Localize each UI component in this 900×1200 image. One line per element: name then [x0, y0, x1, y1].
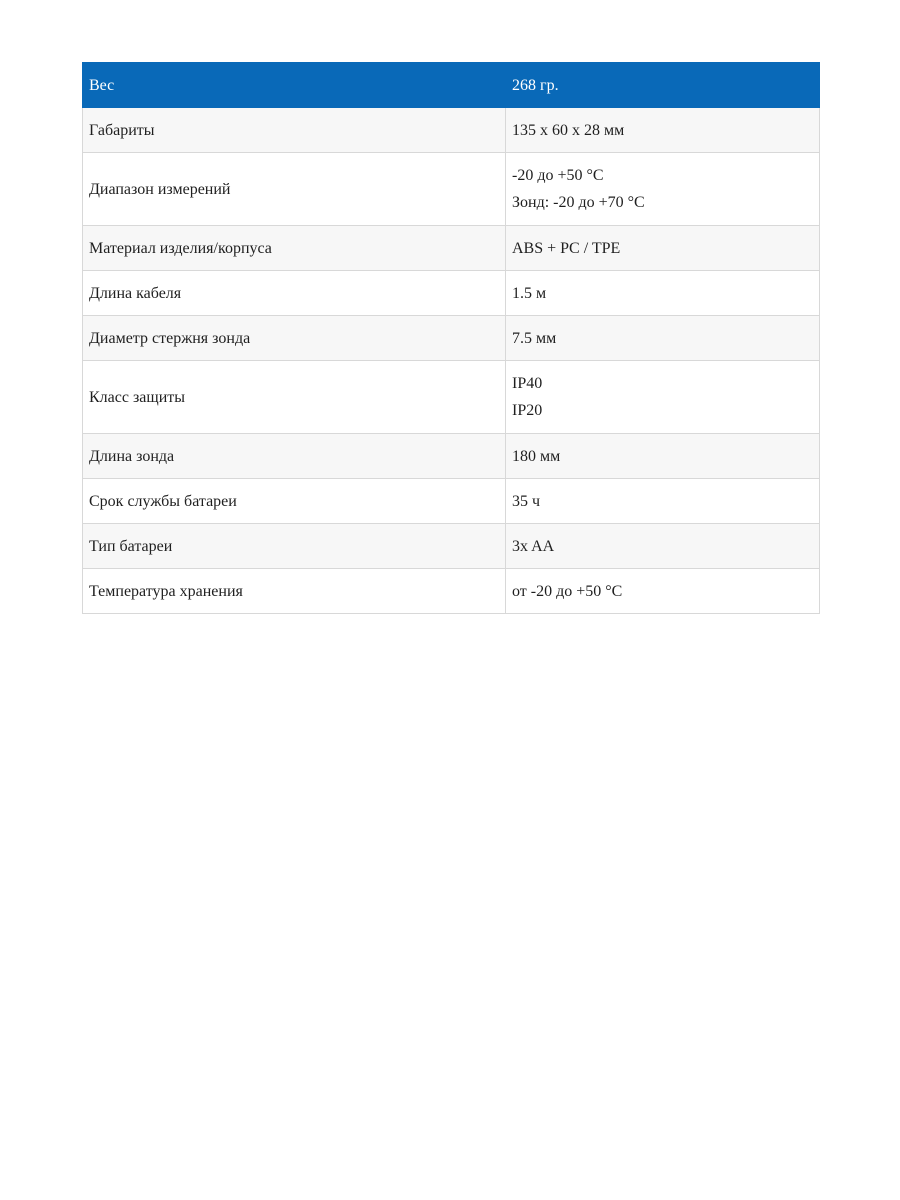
table-row [83, 226, 820, 271]
table-row [83, 479, 820, 524]
spec-label: Длина зонда [83, 434, 506, 479]
spec-value-line: IP40 [512, 375, 543, 392]
spec-value [506, 271, 820, 316]
spec-value-line: 3x AA [512, 537, 555, 555]
table-row [83, 316, 820, 361]
table-row [83, 569, 820, 614]
table-row [83, 434, 820, 479]
specifications-table [82, 62, 820, 614]
spec-value [506, 434, 820, 479]
spec-label: Материал изделия/корпуса [83, 226, 506, 271]
spec-value-line: 7.5 мм [512, 329, 557, 347]
table-header-row [83, 63, 820, 108]
table-row [83, 153, 820, 226]
table-row [83, 361, 820, 434]
spec-value [506, 108, 820, 153]
spec-value [506, 226, 820, 271]
spec-value-line: 180 мм [512, 447, 561, 465]
spec-label: Длина кабеля [83, 271, 506, 316]
spec-label: Срок службы батареи [83, 479, 506, 524]
table-row [83, 108, 820, 153]
spec-value [506, 569, 820, 614]
spec-label: Тип батареи [83, 524, 506, 569]
spec-value-line: 268 гр. [512, 76, 559, 94]
spec-value-line: от -20 до +50 °C [512, 582, 623, 600]
spec-value [506, 524, 820, 569]
spec-label: Диаметр стержня зонда [83, 316, 506, 361]
spec-value-line: Зонд: -20 до +70 °C [512, 194, 645, 211]
spec-label: Габариты [83, 108, 506, 153]
spec-value-line: 1.5 м [512, 284, 547, 302]
spec-value-line: IP20 [512, 402, 543, 419]
spec-label: Класс защиты [83, 361, 506, 434]
spec-value [506, 479, 820, 524]
table-row [83, 524, 820, 569]
spec-value-line: 35 ч [512, 492, 541, 510]
table-row [83, 271, 820, 316]
spec-label: Диапазон измерений [83, 153, 506, 226]
spec-label: Температура хранения [83, 569, 506, 614]
spec-value-line: -20 до +50 °C [512, 167, 604, 184]
spec-value-line: ABS + PC / TPE [512, 239, 621, 257]
spec-value [506, 361, 820, 434]
spec-value [506, 316, 820, 361]
spec-value-line: 135 x 60 x 28 мм [512, 121, 625, 139]
spec-label: Вес [83, 63, 506, 108]
spec-value [506, 153, 820, 226]
spec-value [506, 63, 820, 108]
